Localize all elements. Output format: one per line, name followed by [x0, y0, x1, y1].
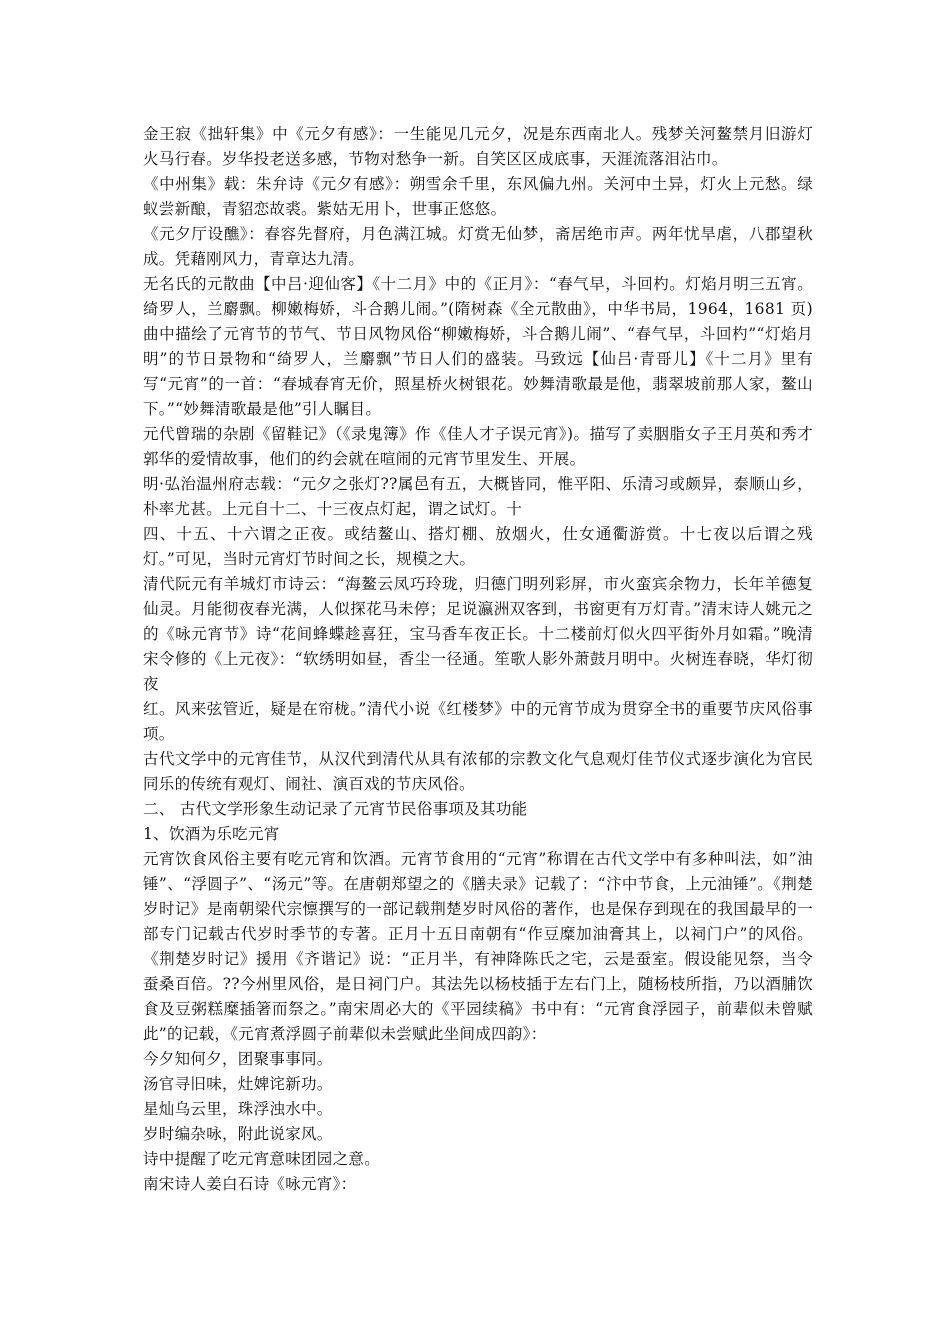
paragraph-yuan-sanqu: 无名氏的元散曲【中吕·迎仙客】《十二月》中的《正月》：“春气早，斗回杓。灯焰月明三五宵。绮罗人，兰麝飘。柳嫩梅娇，斗合鹅儿闹。”(隋树森《全元散曲》，中华书局，1964，1681 页)曲中描绘了元宵节的节气、节日风物风俗“柳嫩梅娇，斗合鹅儿闹”、“春气早，斗回杓”“灯焰月明”的节日景物和“绮罗人，兰麝飘”节日人们的盛装。马致远【仙吕·青哥儿】《十二月》里有写“元宵”的一首：“春城春宵无价，照星桥火树银花。妙舞清歌最是他，翡翠坡前那人家，鳌山下。”“妙舞清歌最是他”引人瞩目。 — [143, 275, 813, 418]
paragraph-poem-note: 诗中提醒了吃元宵意味团园之意。 — [143, 1150, 381, 1168]
paragraph-liu-xie-ji: 元代曾瑞的杂剧《留鞋记》（《录鬼簿》作《佳人才子误元宵》)。描写了卖胭脂女子王月英和秀才郭华的爱情故事，他们的约会就在喧闹的元宵节里发生、开展。 — [143, 425, 813, 468]
poem-line: 今夕知何夕，团聚事事同。 — [143, 1050, 333, 1068]
poem-line: 汤官寻旧味，灶婢诧新功。 — [143, 1075, 333, 1093]
paragraph-jiang-baishi: 南宋诗人姜白石诗《咏元宵》： — [143, 1175, 357, 1193]
paragraph-wang-ji-poem: 金王寂《拙轩集》中《元夕有感》：一生能见几元夕，况是东西南北人。残梦关河鳌禁月旧游灯火马行春。岁华投老送多感，节物对愁争一新。自笑区区成底事，天涯流落泪沾巾。 — [143, 125, 813, 168]
subsection-heading: 1、饮酒为乐吃元宵 — [143, 825, 280, 843]
paragraph-zheng-ye: 四、十五、十六谓之正夜。或结鳌山、搭灯棚、放烟火，仕女通衢游赏。十七夜以后谓之残灯。”可见，当时元宵灯节时间之长，规模之大。 — [143, 525, 813, 568]
poem-line: 岁时编杂咏，附此说家风。 — [143, 1125, 333, 1143]
paragraph-yuanxi-ting: 《元夕厅设醮》：春容先督府，月色满江城。灯赏无仙梦，斋居绝市声。两年忧旱虐，八郡望秋成。凭藉刚风力，青章达九清。 — [143, 225, 813, 268]
paragraph-qing-poems: 清代阮元有羊城灯市诗云：“海鳌云凤巧玲珑，归德门明列彩屏，市火蛮宾余物力，长年羊德复仙灵。月能彻夜春光满，人似探花马未停；足说瀛洲双客到，书窗更有万灯青。”清末诗人姚元之的《咏元宵节》诗“花间蜂蝶趁喜狂，宝马香车夜正长。十二楼前灯似火四平街外月如霜。”晚清宋令修的《上元夜》：“软绣明如昼，香尘一径通。笙歌人影外萧鼓月明中。火树连春晓，华灯彻夜 — [143, 575, 813, 693]
poem-line: 星灿乌云里，珠浮浊水中。 — [143, 1100, 333, 1118]
paragraph-summary: 古代文学中的元宵佳节，从汉代到清代从具有浓郁的宗教文化气息观灯佳节仪式逐步演化为官民同乐的传统有观灯、闹社、演百戏的节庆风俗。 — [143, 750, 813, 793]
paragraph-wenzhou-fuzhi: 明·弘治温州府志载：“元夕之张灯??属邑有五，大概皆同，惟平阳、乐清习或颇异，泰顺山乡，朴率尤甚。上元自十二、十三夜点灯起，谓之试灯。十 — [143, 475, 813, 518]
paragraph-hong-lou-meng: 红。风来弦管近，疑是在帘栊。”清代小说《红楼梦》中的元宵节成为贯穿全书的重要节庆风俗事项。 — [143, 700, 813, 743]
paragraph-zhongzhou-ji: 《中州集》载：朱弁诗《元夕有感》：朔雪余千里，东风偏九州。关河中土异，灯火上元愁。绿蚁尝新酿，青貂恋故裘。紫姑无用卜，世事正悠悠。 — [143, 175, 813, 218]
paragraph-yuanxiao-food: 元宵饮食风俗主要有吃元宵和饮酒。元宵节食用的“元宵”称谓在古代文学中有多种叫法，如”油锤”、“浮圆子”、“汤元”等。在唐朝郑望之的《膳夫录》记载了：“汴中节食，上元油锤”。《荆楚岁时记》是南朝梁代宗懔撰写的一部记载荆楚岁时风俗的著作，也是保存到现在的我国最早的一部专门记载古代岁时季节的专著。正月十五日南朝有“作豆糜加油膏其上，以祠门户”的风俗。《荆楚岁时记》援用《齐谐记》说：“正月半，有神降陈氏之宅，云是蚕室。假设能见祭，当令蚕桑百倍。??今州里风俗，是日祠门户。其法先以杨枝插于左右门上，随杨枝所指，乃以酒脯饮食及豆粥糕糜插箸而祭之。”南宋周必大的《平园续稿》书中有：“元宵食浮园子，前辈似未曾赋此”的记载，《元宵煮浮圆子前辈似未尝赋此坐间成四韵》： — [143, 850, 813, 1043]
document-body — [143, 122, 813, 1197]
section-heading: 二、 古代文学形象生动记录了元宵节民俗事项及其功能 — [143, 800, 528, 818]
